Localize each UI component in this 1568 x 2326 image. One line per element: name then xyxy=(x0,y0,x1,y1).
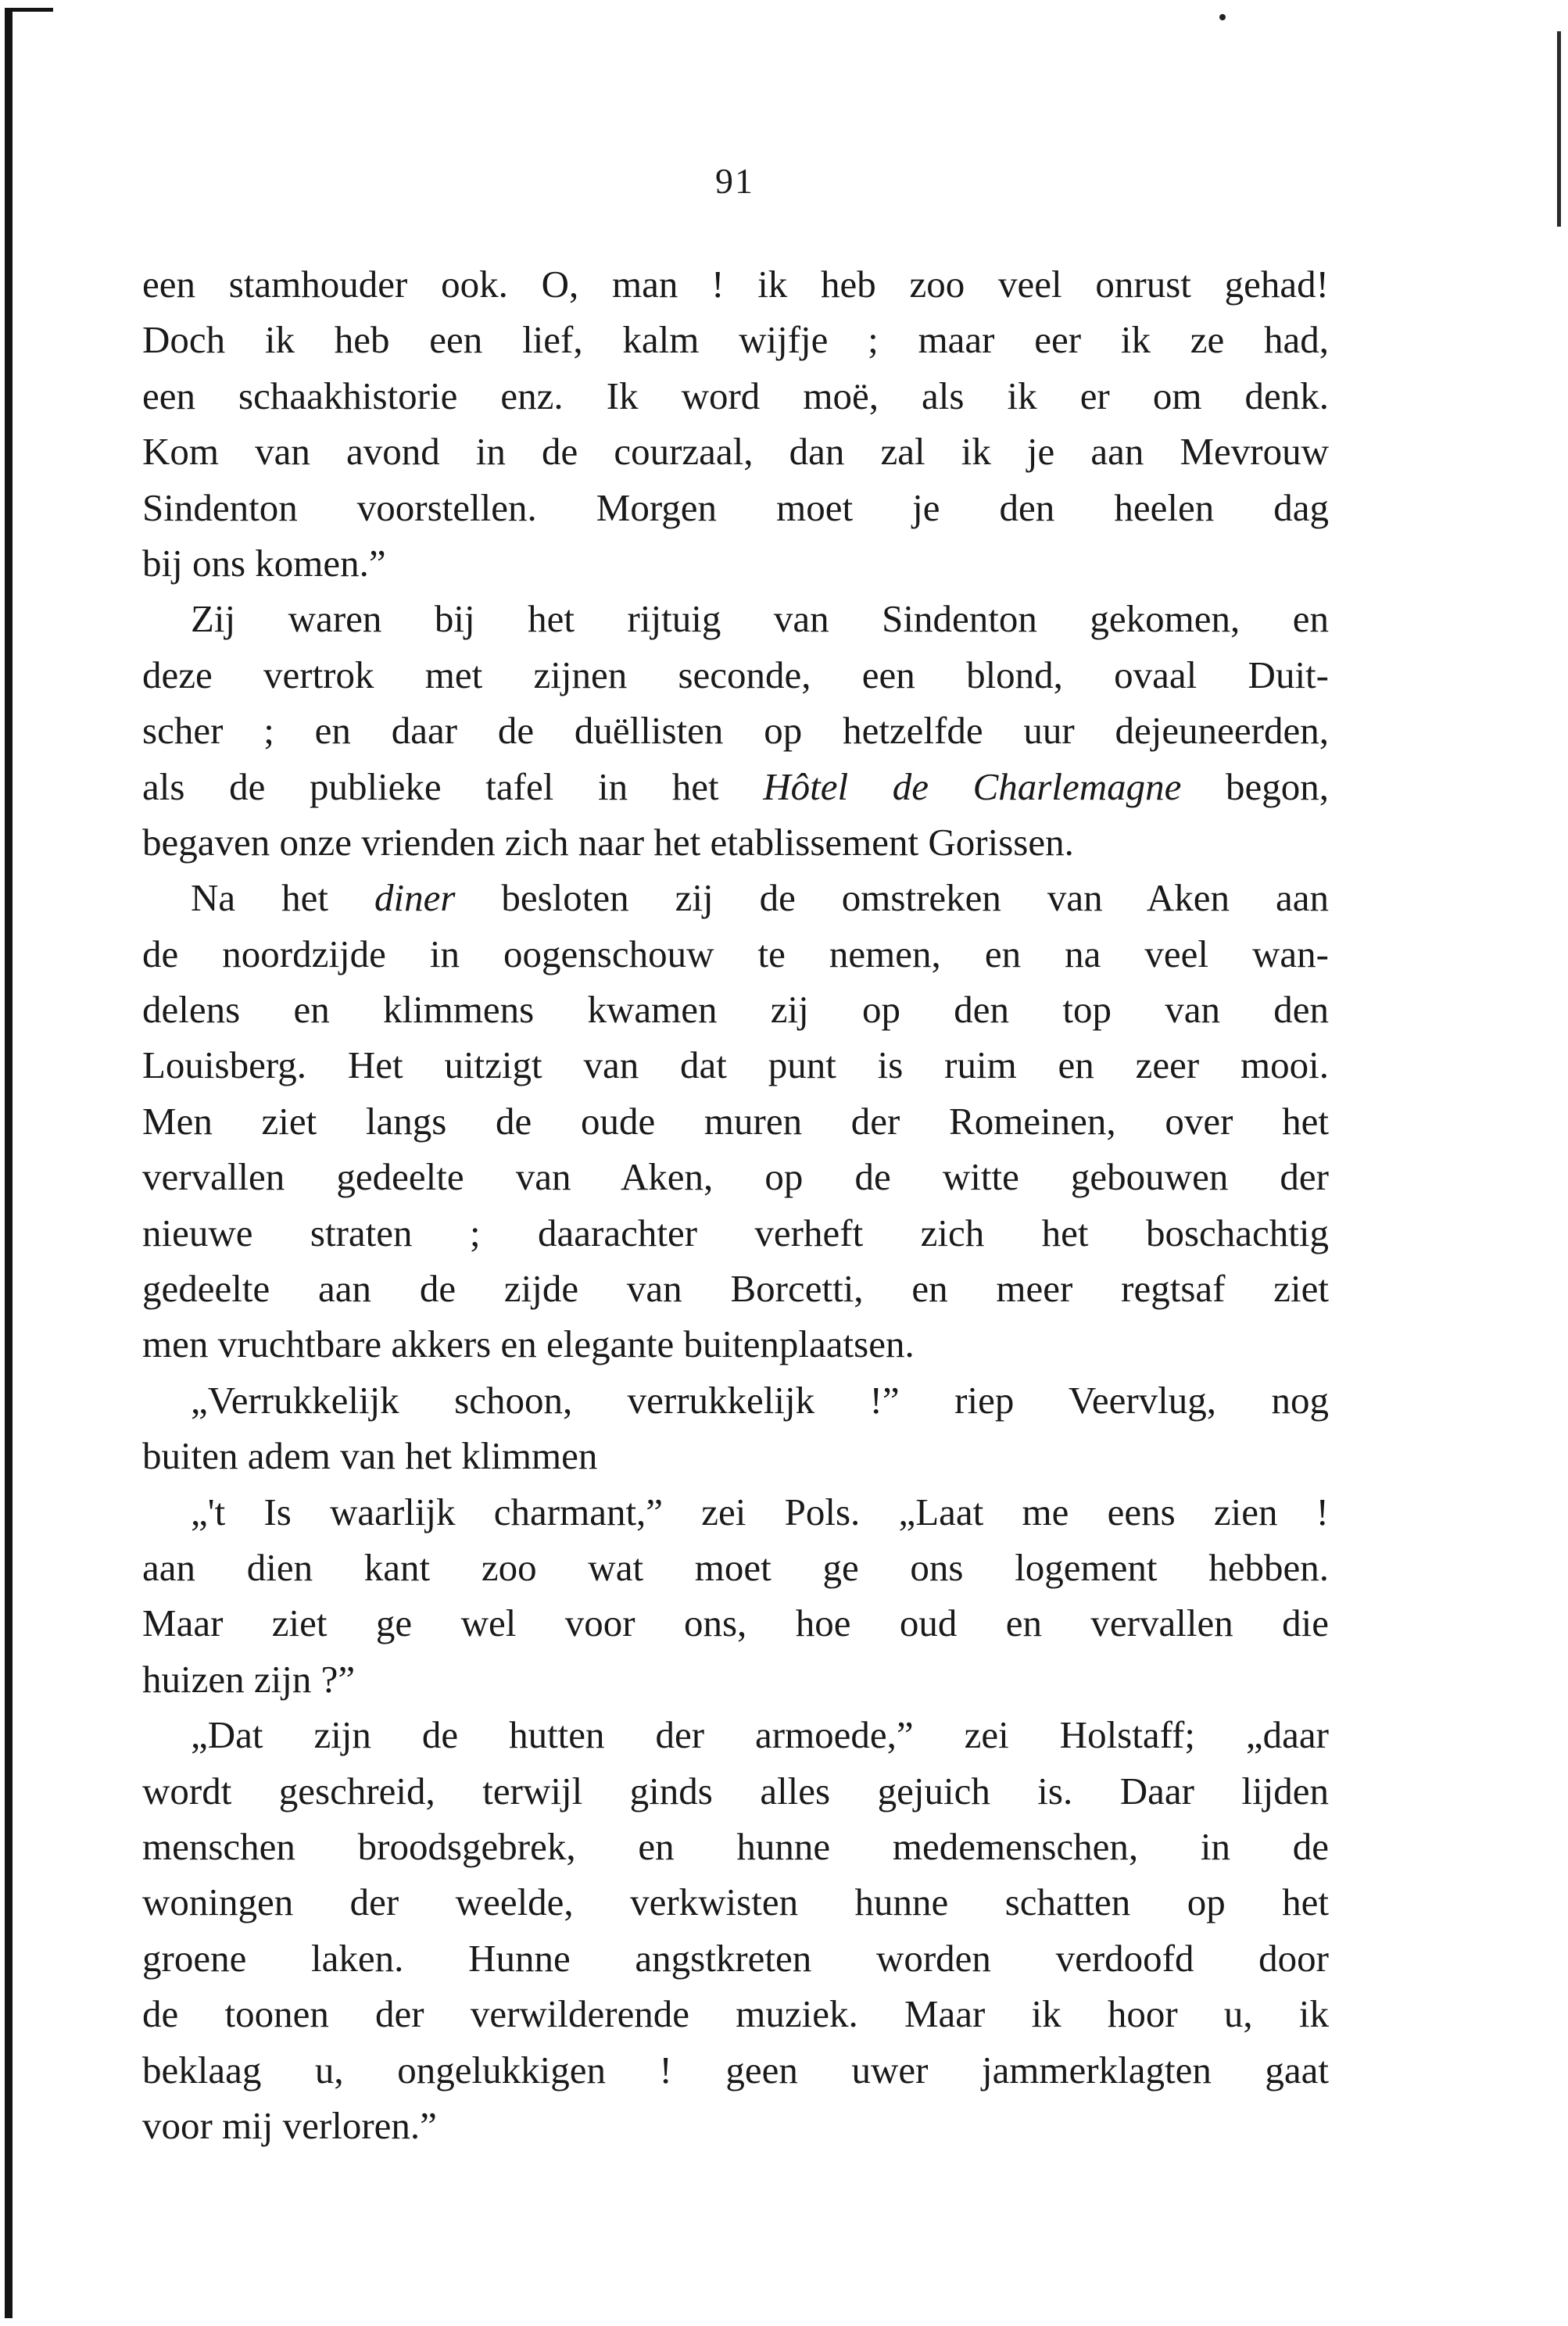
text-line: wordt geschreid, terwijl ginds alles gejuich is. Daar lijden xyxy=(142,1769,1329,1812)
text-line: begaven onze vrienden zich naar het etablissement Gorissen. xyxy=(142,820,1074,864)
text-line: een schaakhistorie enz. Ik word moë, als ik er om denk. xyxy=(142,374,1329,417)
scan-speck xyxy=(1219,14,1226,20)
text-run: Na het xyxy=(191,876,374,920)
diner-italic: diner xyxy=(374,876,456,920)
text-line: huizen zijn ?” xyxy=(142,1657,356,1701)
scan-edge-right xyxy=(1557,31,1561,227)
text-line: nieuwe straten ; daarachter verheft zich het boschachtig xyxy=(142,1211,1329,1254)
text-run: begon, xyxy=(1181,764,1330,808)
body-text xyxy=(142,256,1329,2153)
text-line: scher ; en daar de duëllisten op hetzelfde uur dejeuneerden, xyxy=(142,709,1329,753)
text-line: Zij waren bij het rijtuig van Sindenton gekomen, en xyxy=(191,597,1329,641)
text-line: groene laken. Hunne angstkreten worden verdoofd door xyxy=(142,1936,1329,1980)
text-line: de toonen der verwilderende muziek. Maar ik hoor u, ik xyxy=(142,1992,1329,2036)
text-line: voor mij verloren.” xyxy=(142,2103,437,2147)
text-line: Louisberg. Het uitzigt van dat punt is ruim en zeer mooi. xyxy=(142,1043,1329,1087)
text-line: aan dien kant zoo wat moet ge ons logement hebben. xyxy=(142,1545,1329,1589)
text-line: buiten adem van het klimmen xyxy=(142,1434,598,1478)
text-line: Maar ziet ge wel voor ons, hoe oud en vervallen die xyxy=(142,1601,1329,1645)
text-run: als de publieke tafel in het xyxy=(142,764,764,808)
text-line: Sindenton voorstellen. Morgen moet je den heelen dag xyxy=(142,485,1329,529)
scan-edge-left xyxy=(5,8,13,2318)
text-line: een stamhouder ook. O, man ! ik heb zoo veel onrust gehad! xyxy=(142,263,1329,306)
text-line: bij ons komen.” xyxy=(142,541,386,585)
text-line xyxy=(142,759,1329,814)
text-line: Kom van avond in de courzaal, dan zal ik je aan Mevrouw xyxy=(142,430,1329,474)
text-line: Doch ik heb een lief, kalm wijfje ; maar eer ik ze had, xyxy=(142,318,1329,362)
text-line: „Verrukkelijk schoon, verrukkelijk !” riep Veervlug, nog xyxy=(191,1378,1329,1422)
text-line xyxy=(142,870,1329,925)
hotel-name-italic: Hôtel de Charlemagne xyxy=(763,764,1182,808)
scan-edge-top xyxy=(5,8,53,12)
text-line: de noordzijde in oogenschouw te nemen, en na veel wan- xyxy=(142,932,1329,975)
text-line: vervallen gedeelte van Aken, op de witte gebouwen der xyxy=(142,1155,1329,1199)
text-line: delens en klimmens kwamen zij op den top van den xyxy=(142,988,1329,1032)
text-line: beklaag u, ongelukkigen ! geen uwer jammerklagten gaat xyxy=(142,2048,1329,2092)
text-run: besloten zij de omstreken van Aken aan xyxy=(455,876,1330,920)
text-line: woningen der weelde, verkwisten hunne schatten op het xyxy=(142,1880,1329,1924)
text-line: gedeelte aan de zijde van Borcetti, en meer regtsaf ziet xyxy=(142,1267,1329,1311)
text-line: Men ziet langs de oude muren der Romeinen, over het xyxy=(142,1099,1329,1143)
text-line: „'t Is waarlijk charmant,” zei Pols. „Laat me eens zien ! xyxy=(191,1490,1329,1533)
text-line: men vruchtbare akkers en elegante buitenplaatsen. xyxy=(142,1322,915,1366)
text-line: menschen broodsgebrek, en hunne medemenschen, in de xyxy=(142,1824,1329,1868)
text-line: deze vertrok met zijnen seconde, een blond, ovaal Duit- xyxy=(142,653,1329,696)
page-number: 91 xyxy=(715,161,754,201)
text-line: „Dat zijn de hutten der armoede,” zei Holstaff; „daar xyxy=(191,1713,1329,1757)
